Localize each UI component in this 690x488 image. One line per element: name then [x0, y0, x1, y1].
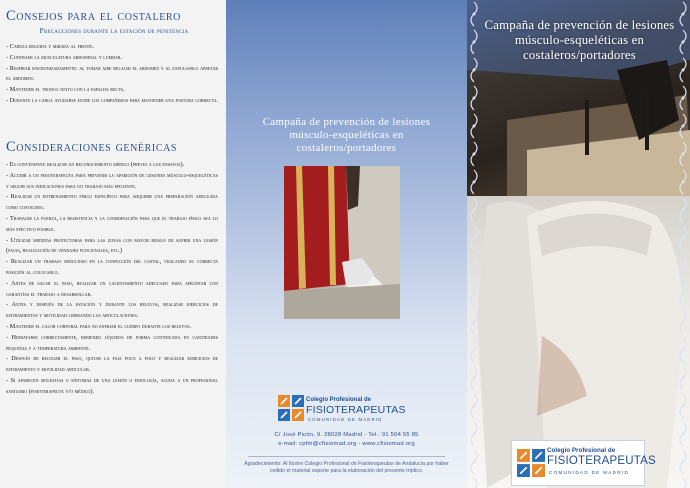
cover-logo — [511, 440, 656, 486]
logo-line-2: FISIOTERAPEUTAS — [306, 404, 406, 416]
consideration-item: - Utilizar medidas protectoras para las zonas con mayor riesgo de sufrir una lesión (fajas, realización de vendajes funcionales, etc.) — [6, 236, 218, 255]
middle-panel — [226, 0, 467, 488]
advice-subheading: Precauciones durante la estación de penitencia — [39, 26, 189, 35]
considerations-list — [6, 160, 218, 398]
advice-item: - Respirar sincronizadamente: al tomar aire relajar el abdomen y al expulsarlo apretar el abdomen. — [6, 64, 218, 83]
advice-item: - Mantener el tronco junto con la espalda recta. — [6, 86, 125, 94]
logo-line-1: Colegio Profesional de — [306, 397, 372, 403]
cover-logo-line-1: Colegio Profesional de — [547, 447, 616, 454]
contact-block — [232, 431, 461, 449]
advice-item: - Contraer la musculatura abdominal y lumbar. — [6, 53, 122, 61]
ornament-border-left — [467, 0, 481, 488]
advice-item: - Durante la carga ayudarse entre los compañeros para mantener una postura correcta. — [6, 96, 218, 104]
consideration-item: - Mantener el calor corporal para no enfriar el cuerpo durante los relevos. — [6, 322, 192, 330]
consideration-item: - Realizar un entrenamiento físico específico para adquirir una preparación adecuada como costalero. — [6, 193, 218, 212]
consideration-item: - Es conveniente realizar un reconocimiento médico (previo a los ensayos). — [6, 161, 185, 168]
divider — [248, 456, 445, 457]
consideration-item: - Realizar un trabajo minucioso en la confección del costal, vigilando su correcta posición al colocarlo. — [6, 258, 218, 276]
ornament-border-right — [676, 0, 690, 488]
college-logo-icon — [278, 395, 304, 421]
left-panel — [0, 0, 226, 488]
considerations-heading: Consideraciones genéricas — [6, 139, 178, 155]
consideration-item: - Después de recoger el paso, quitar la faja poco a poco y realizar ejercicios de estiramiento y movilidad articular. — [6, 355, 218, 374]
campaign-title: Campaña de prevención de lesiones músculo-esqueléticas en costaleros/portadores — [262, 116, 431, 154]
costalero-photo — [284, 166, 400, 319]
consideration-item: - Hidratarse correctamente, bebiendo líquidos de forma continuada en cantidades pequeñas y a temperatura ambiente. — [6, 333, 218, 352]
advice-heading: Consejos para el costalero — [6, 8, 181, 24]
acknowledgement-text: Agradecimiento: Al Ilustre Colegio Profesional de Fisioterapeutas de Andalucía por haber cedido el material soporte para la elaboración del presente tríptico. — [244, 461, 449, 475]
address-text: C/ José Picón, 9. 28028 Madrid - Tel.: 91 504 55 85 — [274, 432, 419, 438]
cover-logo-line-3: COMUNIDAD DE MADRID — [549, 470, 630, 475]
email-web-text: e-mail: cpfm@cfisiomad.org - www.cfisiomad.org — [278, 441, 415, 447]
right-panel — [467, 0, 690, 488]
cover-logo-icon — [517, 449, 545, 477]
logo-line-3: COMUNIDAD DE MADRID — [308, 417, 383, 422]
consideration-item: - Acudir a un fisioterapeuta para prevenir la aparición de lesiones músculo-esqueléticas y seguir sus indicaciones para un trabajo más eficiente. — [6, 171, 218, 190]
college-logo — [278, 395, 418, 427]
advice-list — [6, 42, 218, 107]
cover-title: Campaña de prevención de lesiones músculo-esqueléticas en costaleros/portadores — [484, 18, 675, 62]
advice-item: - Cabeza erguida y mirada al frente. — [6, 43, 95, 50]
consideration-item: - Antes de sacar el paso, realizar un calentamiento adecuado para afrontar con garantías el trabajo a desarrollar. — [6, 279, 218, 298]
consideration-item: - Antes y después de la estación y durante los relevos, realizar ejercicios de estiramientos y movilidad liberando las articulaciones. — [6, 301, 218, 320]
consideration-item: - Si aparecen molestias o síntomas de una lesión o patología, acuda a un profesional sanitario (fisioterapeuta y/o médico). — [6, 376, 218, 395]
cover-logo-line-2: FISIOTERAPEUTAS — [547, 455, 656, 467]
consideration-item: - Trabajar la fuerza, la resistencia y la coordinación para que el trabajo físico sea lo más efectivo posible. — [6, 214, 218, 233]
